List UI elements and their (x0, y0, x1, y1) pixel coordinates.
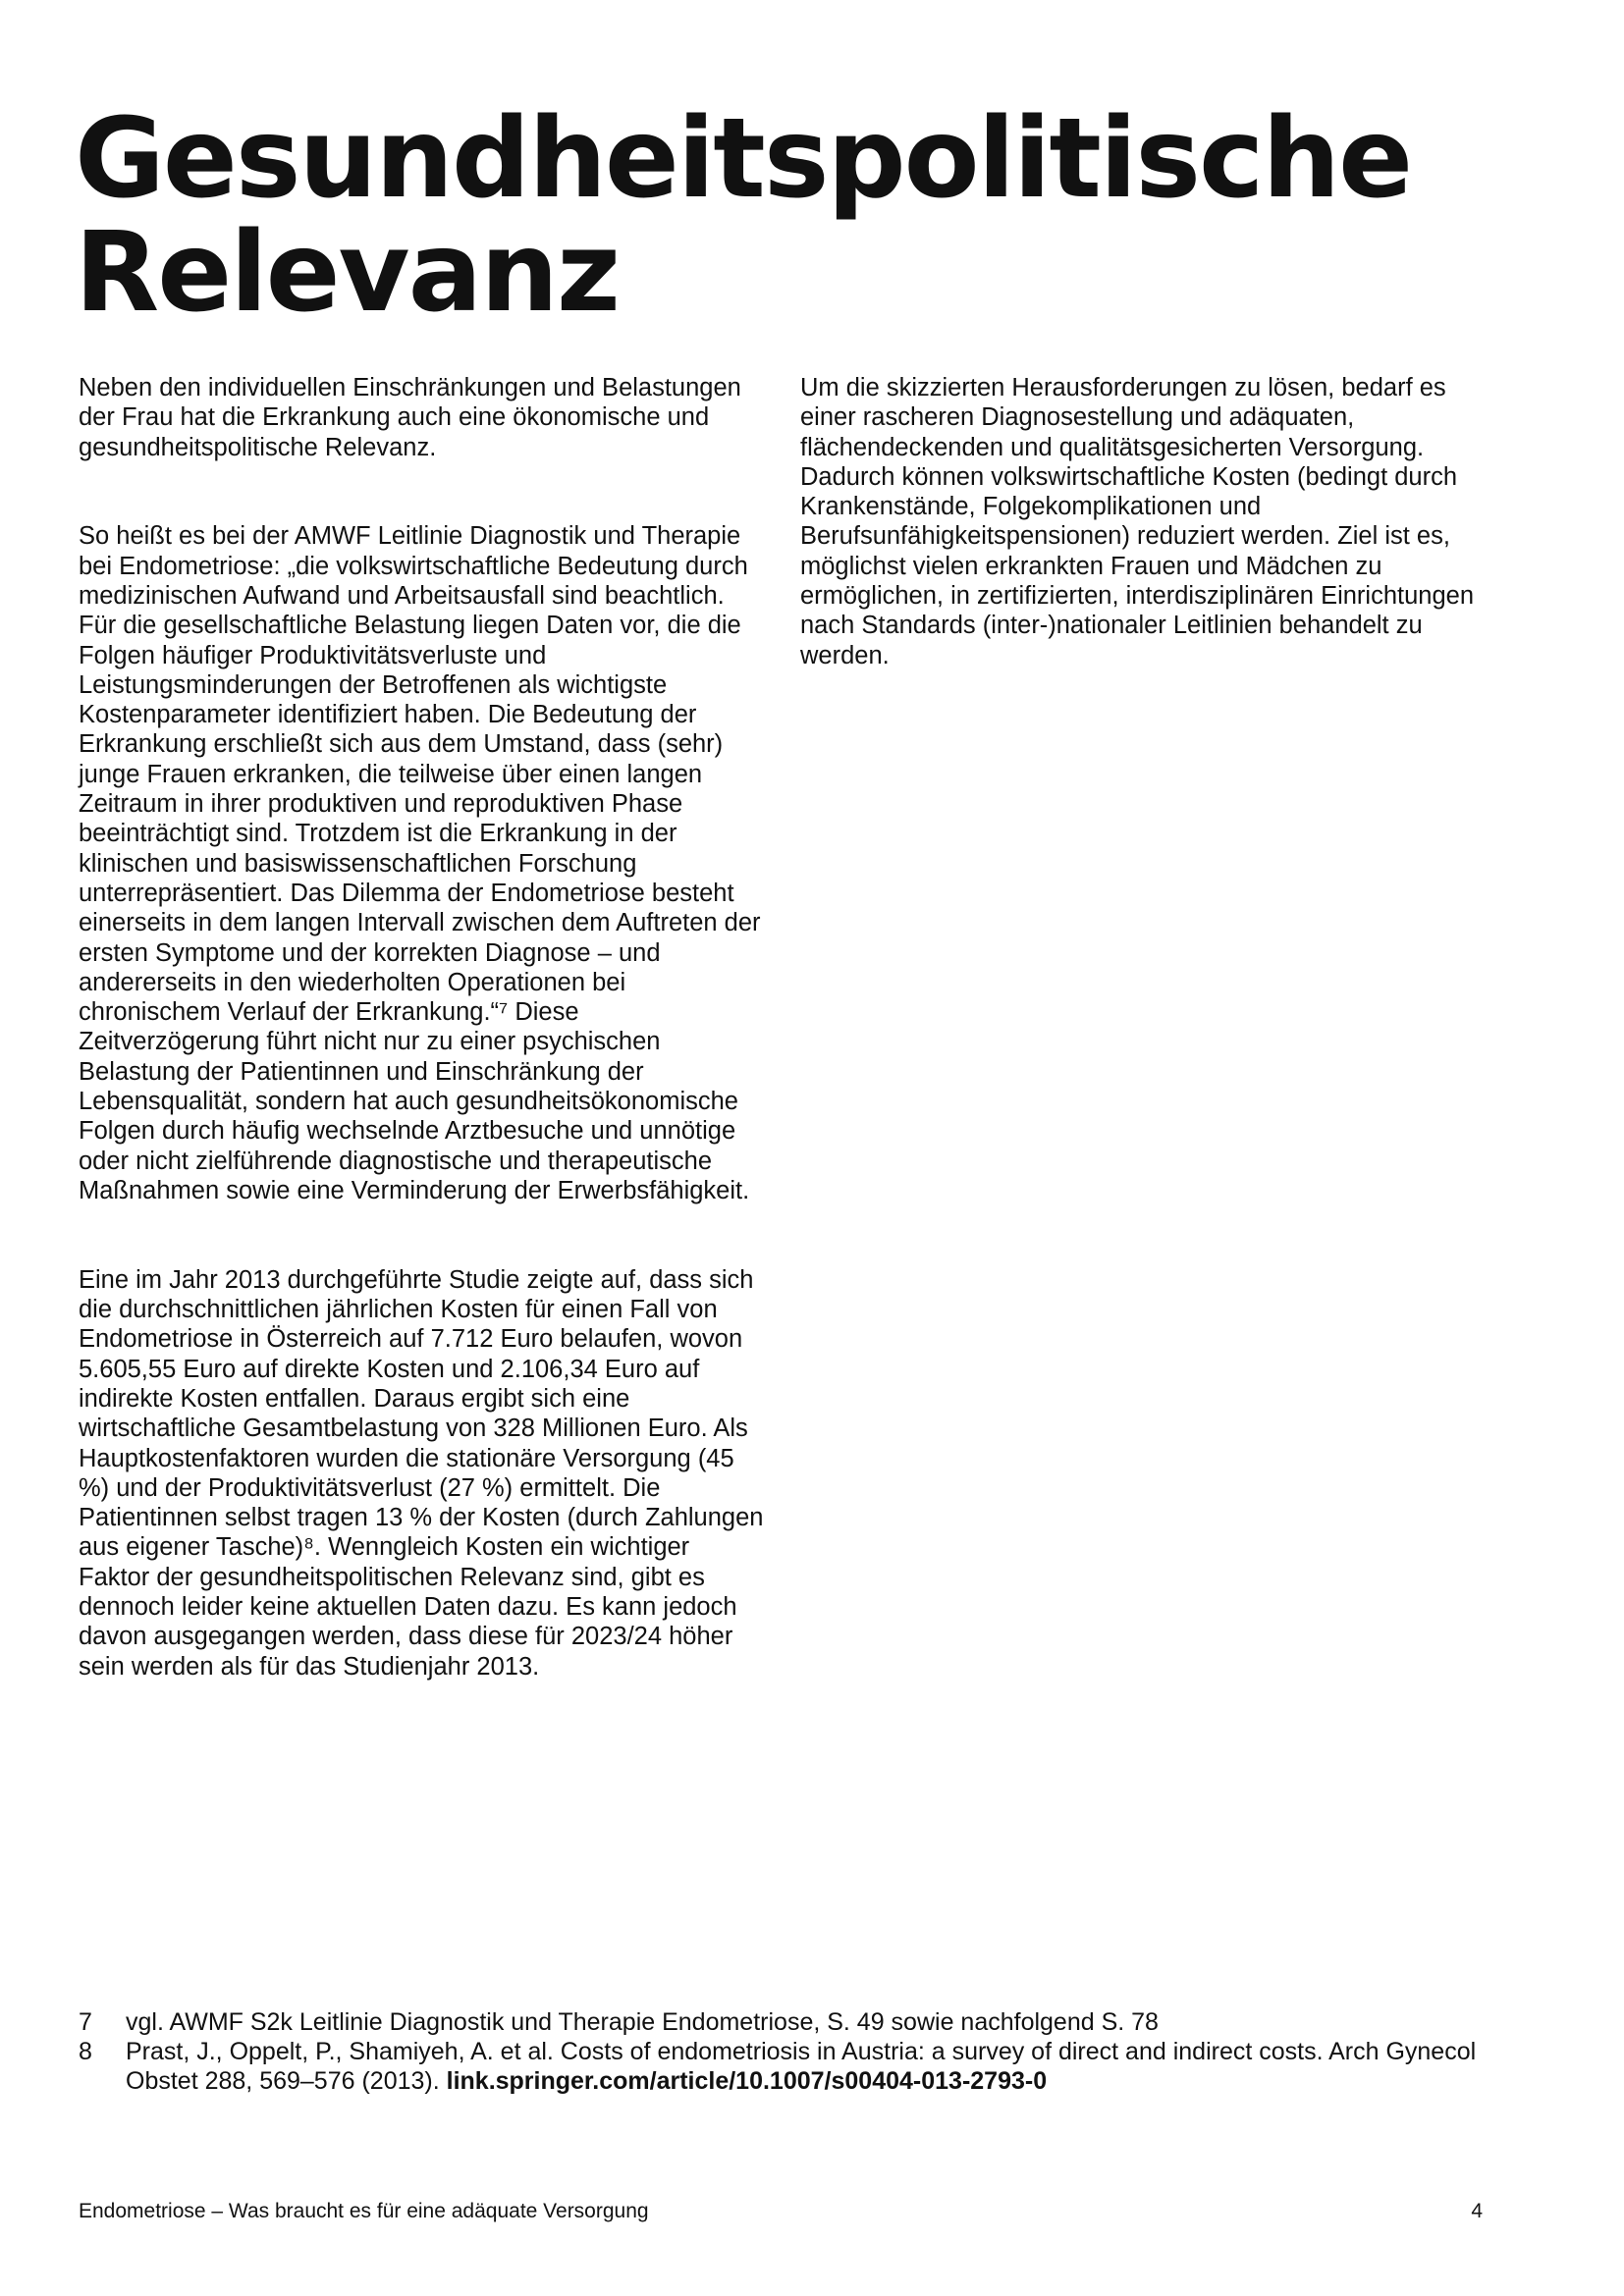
paragraph: Neben den individuellen Einschränkungen und Belastungen der Frau hat die Erkrankung auch eine ökonomische und gesundheitspolitische Relevanz. (79, 374, 741, 461)
footnote-link[interactable]: link.springer.com/article/10.1007/s00404-013-2793-0 (446, 2067, 1048, 2095)
footnote-7 (79, 2007, 1532, 2037)
page-title-line-2: Relevanz (75, 209, 620, 337)
paragraph: Eine im Jahr 2013 durchgeführte Studie zeigte auf, dass sich die durchschnittlichen jährlichen Kosten für einen Fall von Endometriose in Österreich auf 7.712 Euro belaufen, wovon 5.605,55 Euro auf direkte Kosten und 2.106,34 Euro auf indirekte Kosten entfallen. Daraus ergibt sich eine wirtschaftliche Gesamtbelastung von 328 Millionen Euro. Als Hauptkostenfaktoren wurden die stationäre Versorgung (45 %) und der Produktivitätsverlust (27 %) ermittelt. Die Patientinnen selbst tragen 13 % der Kosten (durch Zahlungen aus eigener Tasche)⁸. Wenngleich Kosten ein wichtiger Faktor der gesundheitspolitischen Relevanz sind, gibt es dennoch leider keine aktuellen Daten dazu. Es kann jedoch davon ausgegangen werden, dass diese für 2023/24 höher sein werden als für das Studienjahr 2013. (79, 1265, 764, 1681)
page-number: 4 (1471, 2200, 1483, 2222)
paragraph: Um die skizzierten Herausforderungen zu lösen, bedarf es einer rascheren Diagnosestellung und adäquaten, flächendeckenden und qualitätsgesicherten Versorgung. Dadurch können volkswirtschaftliche Kosten (bedingt durch Krankenstände, Folgekomplikationen und Berufsunfähigkeitspensionen) reduziert werden. Ziel ist es, möglichst vielen erkrankten Frauen und Mädchen zu ermöglichen, in zertifizierten, interdisziplinären Einrichtungen nach Standards (inter-)nationaler Leitlinien behandelt zu werden. (800, 374, 1475, 669)
footnote-number: 8 (79, 2038, 92, 2065)
footnotes (79, 2007, 1532, 2096)
footnote-8 (79, 2037, 1532, 2096)
page-title (75, 95, 1449, 337)
page-footer (79, 2200, 1483, 2223)
page-title-line-1: Gesundheitspolitische (75, 95, 1412, 223)
footnote-text: vgl. AWMF S2k Leitlinie Diagnostik und Therapie Endometriose, S. 49 sowie nachfolgend S. 78 (126, 2008, 1159, 2036)
right-column (800, 373, 1488, 729)
left-column (79, 373, 766, 1740)
paragraph: So heißt es bei der AMWF Leitlinie Diagnostik und Therapie bei Endometriose: „die volkswirtschaftliche Bedeutung durch medizinischen Aufwand und Arbeitsausfall sind beachtlich. Für die gesellschaftliche Belastung liegen Daten vor, die die Folgen häufiger Produktivitätsverluste und Leistungsminderungen der Betroffenen als wichtigste Kostenparameter identifiziert haben. Die Bedeutung der Erkrankung erschließt sich aus dem Umstand, dass (sehr) junge Frauen erkranken, die teilweise über einen langen Zeitraum in ihrer produktiven und reproduktiven Phase beeinträchtigt sind. Trotzdem ist die Erkrankung in der klinischen und basiswissenschaftlichen Forschung unterrepräsentiert. Das Dilemma der Endometriose besteht einerseits in dem langen Intervall zwischen dem Auftreten der ersten Symptome und der korrekten Diagnose – und andererseits in den wiederholten Operationen bei chronischem Verlauf der Erkrankung.“⁷ Diese Zeitverzögerung führt nicht nur zu einer psychischen Belastung der Patientinnen und Einschränkung der Lebensqualität, sondern hat auch gesundheitsökonomische Folgen durch häufig wechselnde Arztbesuche und unnötige oder nicht zielführende diagnostische und therapeutische Maßnahmen sowie eine Verminderung der Erwerbsfähigkeit. (79, 522, 761, 1204)
footnote-number: 7 (79, 2008, 92, 2036)
footnote-body (126, 2037, 1532, 2096)
footnote-text: Prast, J., Oppelt, P., Shamiyeh, A. et al. Costs of endometriosis in Austria: a survey of direct and indirect costs. Arch Gynecol Obstet 288, 569–576 (2013). (126, 2038, 1477, 2095)
footer-title: Endometriose – Was braucht es für eine adäquate Versorgung (79, 2200, 649, 2222)
